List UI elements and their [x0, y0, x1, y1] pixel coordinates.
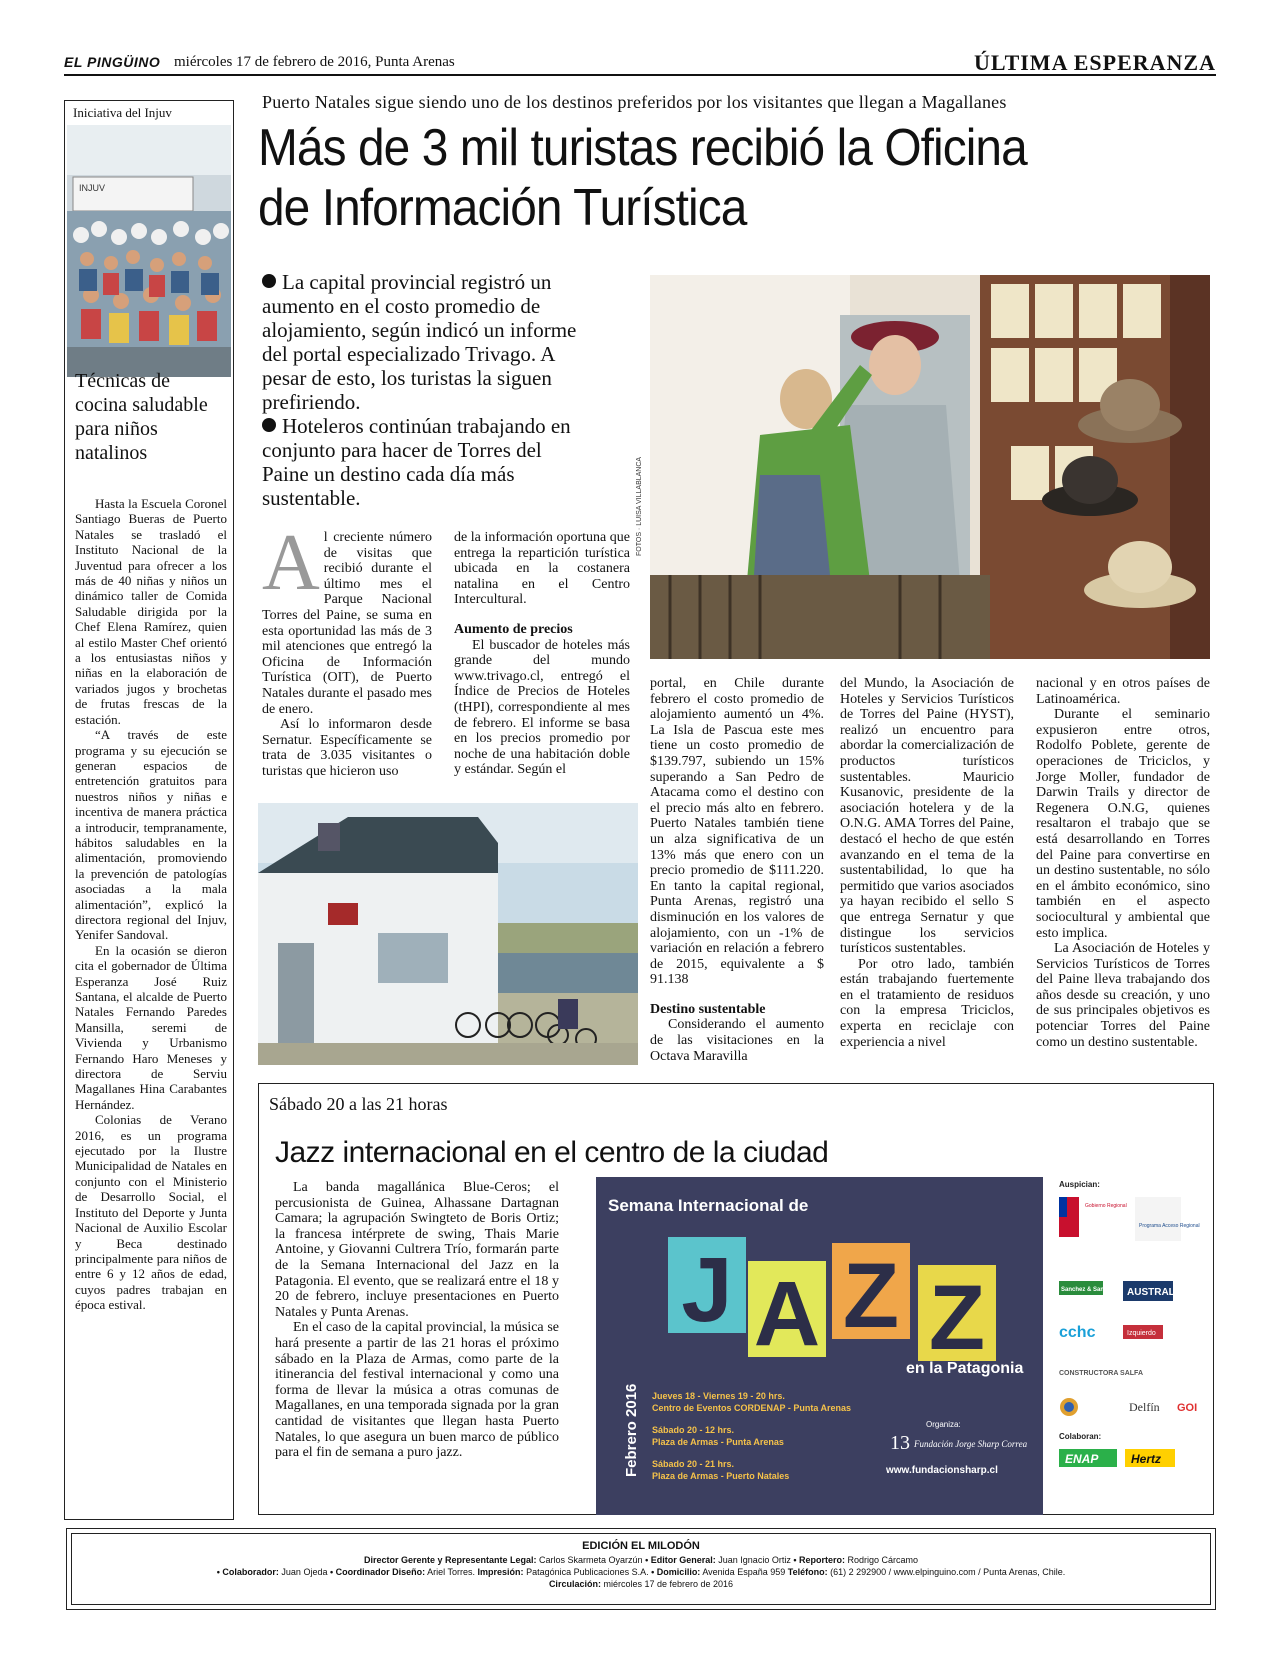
sponsor-logos [1059, 1177, 1209, 1507]
sidebar-photo-banner: INJUV [79, 183, 106, 193]
poster-subtitle: en la Patagonia [906, 1360, 1024, 1377]
bullet-icon [262, 418, 276, 432]
article-paragraph: La Asociación de Hoteles y Servicios Turísticos de Torres del Paine lleva trabajando dos años desde su creación, y uno de sus principales objetivos es potenciar Torres del Paine como un destino sustentable. [1036, 941, 1210, 1050]
sidebar-photo [67, 125, 231, 377]
article-column-2 [454, 530, 630, 778]
sidebar-paragraph: En la ocasión se dieron cita el gobernador de Última Esperanza José Ruiz Santana, el alcalde de Puerto Natales Fernando Paredes Mansilla, seremi de Vivienda y Urbanismo Fernando Haro Meneses y directora de Serviu Magallanes Hina Carabantes Hernández. [75, 942, 227, 1112]
sidebar-title: Técnicas de cocina saludable para niños natalinos [75, 370, 208, 464]
footer-credits [66, 1528, 1216, 1610]
poster-letter: A [753, 1263, 821, 1365]
article-paragraph: nacional y en otros países de Latinoamérica. [1036, 676, 1210, 707]
subhead-prices: Aumento de precios [454, 621, 573, 637]
poster-schedule-line: Sábado 20 - 12 hrs. [652, 1425, 735, 1435]
summary-point [262, 270, 592, 414]
poster-title: Semana Internacional de [608, 1196, 809, 1215]
poster-schedule-line: Plaza de Armas - Puerto Natales [652, 1471, 790, 1481]
article-paragraph: Así lo informaron desde Sernatur. Específicamente se trata de 3.035 visitantes o turistas que hicieron uso [262, 717, 432, 779]
jazz-paragraph: La banda magallánica Blue-Ceros; el percusionista de Guinea, Alhassane Dartagnan Camara; la agrupación Swingteto de Boris Ortiz; la francesa intérprete de swing, Thais Marie Antoine, y Giovanni Cultrera Trío, formarán parte de la Semana Internacional del Jazz en la Patagonia. El evento, que se realizará entre el 18 y 20 de febrero, incluye presentaciones en Puerto Natales y Punta Arenas. [275, 1180, 559, 1320]
article-column-3 [650, 676, 824, 1064]
poster-side-text: Febrero 2016 [623, 1383, 640, 1477]
poster-organizer: Fundación Jorge Sharp Correa [914, 1439, 1028, 1449]
sidebar-kicker: Iniciativa del Injuv [73, 105, 172, 120]
sidebar-paragraph: “A través de este programa y su ejecución se generan espacios de entretención gratuitos para nuestros niños y niñas e incentiva de manera práctica a introducir, tempranamente, hábitos saludables en la alimentación, promoviendo la prevención de patologías asociadas a la mala alimentación”, explicó la directora regional del Injuv, Yenifer Sandoval. [75, 727, 227, 943]
section-name: ÚLTIMA ESPERANZA [974, 50, 1216, 75]
sponsor-logo-7: GOI [1177, 1402, 1198, 1414]
footer-line-3: Circulación: miércoles 17 de febrero de 2016 [548, 1579, 734, 1589]
poster-organizer-number: 13 [890, 1432, 910, 1454]
article-paragraph: Considerando el aumento de las visitaciones en la Octava Maravilla [650, 1017, 824, 1064]
poster-schedule-line: Jueves 18 - Viernes 19 - 20 hrs. [652, 1391, 785, 1401]
masthead [64, 52, 1216, 76]
jazz-kicker: Sábado 20 a las 21 horas [269, 1094, 448, 1114]
article-summary [262, 270, 592, 510]
jazz-paragraph: En el caso de la capital provincial, la música se hará presente a partir de las 21 horas el próximo sábado en la Plaza de Armas, como parte de la itinerancia del festival internacional y como una forma de llevar la música a otras comunas de Magallanes, en una temporada signada por la gran cantidad de visitantes que llegan hasta Puerto Natales, lo que asegura un buen marco de público para el fin de semana a puro jazz. [275, 1320, 559, 1461]
sponsor-logo-0: Programa Acceso Regional [1139, 1223, 1200, 1229]
drop-cap: A [262, 519, 320, 607]
poster-letter: Z [928, 1267, 986, 1369]
poster-organizer-label: Organiza: [926, 1420, 961, 1429]
poster-schedule-line: Plaza de Armas - Punta Arenas [652, 1437, 784, 1447]
article-column-1 [262, 519, 432, 780]
sponsors-label: Auspician: [1059, 1180, 1100, 1189]
poster-letter: Z [842, 1245, 900, 1347]
sponsor-logo-5: CONSTRUCTORA SALFA [1059, 1370, 1143, 1377]
sponsor-logo-8: ENAP [1065, 1452, 1099, 1466]
article-paragraph: Al creciente número de visitas que recibió durante el último mes el Parque Nacional Torres del Paine, se suma en esta oportunidad las más de 3 mil atenciones que entregó la Oficina de Información Turística (OIT), de Puerto Natales durante el pasado mes de enero. [262, 519, 432, 717]
article-paragraph: Por otro lado, también están trabajando fuertemente en el tratamiento de residuos con la empresa Triciclos, experta en reciclaje con experiencia a nivel [840, 956, 1014, 1050]
building-photo [258, 803, 638, 1065]
footer-inner [71, 1533, 1211, 1605]
sponsor-logo-2: AUSTRAL [1127, 1287, 1175, 1298]
poster-schedule-line: Centro de Eventos CORDENAP - Punta Arenas [652, 1403, 852, 1413]
article-column-4 [840, 676, 1014, 1050]
jazz-body [275, 1180, 559, 1461]
article-paragraph: Durante el seminario expusieron entre otros, Rodolfo Poblete, gerente de operaciones de Triciclos, y Jorge Moller, fundador de Darwin Trails y director de Regenera O.N.G, quienes resaltaron el trabajo que se está desarrollando en Torres del Paine para convertirse en un destino sustentable, no sólo en el ámbito económico, sino también en el aspecto sociocultural y ambiental que esto implica. [1036, 707, 1210, 941]
sidebar-paragraph: Hasta la Escuela Coronel Santiago Bueras de Puerto Natales se trasladó el Instituto Nacional de la Juventud para ofrecer a los más de 40 niñas y niños un dinámico taller de Comida Saludable dirigida por la Chef Elena Ramírez, quien al estilo Master Chef orientó a los entusiastas niños y niñas en la elaboración de variados jugos y brochetas de frutas frescas de la estación. [75, 496, 227, 727]
sidebar-paragraph: Colonias de Verano 2016, es un programa ejecutado por la Ilustre Municipalidad de Natales en conjunto con el Ministerio de Desarrollo Social, el Instituto del Deporte y Junta Nacional de Auxilio Escolar y Beca destinado principalmente para niños de entre 6 y 12 años de edad, cuyos padres trabajan en época estival. [75, 1112, 227, 1313]
article-column-5 [1036, 676, 1210, 1050]
article-paragraph: portal, en Chile durante febrero el costo promedio de alojamiento aumentó un 4%. La Isla de Pascua este mes tiene un costo promedio de $139.797, subiendo un 15% superando a San Pedro de Atacama como el destino con el precio más alto en febrero. Puerto Natales también tiene un alza significativa de un 13% más que enero con un precio promedio de $111.220. En tanto la capital regional, Punta Arenas, registró una disminución en los valores de alojamiento, con un -1% de variación en relación a febrero de 2015, equivalente a $ 91.138 [650, 676, 824, 988]
jazz-poster [596, 1177, 1043, 1515]
photo-credit: FOTOS · LUISA VILLABLANCA [636, 456, 643, 556]
article-headline: Más de 3 mil turistas recibió la Oficina de Información Turística [258, 119, 1027, 237]
summary-text: Hoteleros continúan trabajando en conjunto para hacer de Torres del Paine un destino cada día más sustentable. [262, 414, 571, 510]
summary-text: La capital provincial registró un aumento en el costo promedio de alojamiento, según indicó un informe del portal especializado Trivago. A pesar de esto, los turistas la siguen prefiriendo. [262, 270, 577, 414]
footer-title: EDICIÓN EL MILODÓN [582, 1540, 700, 1552]
footer-line-1: Director Gerente y Representante Legal: Carlos Skarmeta Oyarzún • Editor General: Juan Ignacio Ortiz • Reportero: Rodrigo Cárcamo [363, 1555, 919, 1565]
poster-schedule-line: Sábado 20 - 21 hrs. [652, 1459, 735, 1469]
paper-name: EL PINGÜINO [64, 54, 161, 70]
main-photo [650, 275, 1210, 659]
jazz-article [258, 1083, 1214, 1515]
poster-url: www.fundacionsharp.cl [886, 1465, 998, 1476]
subhead-sustainable: Destino sustentable [650, 1001, 766, 1017]
jazz-headline: Jazz internacional en el centro de la ciudad [275, 1136, 829, 1169]
summary-point [262, 414, 592, 510]
sidebar-article [64, 100, 234, 1520]
sponsor-logo-3: cchc [1059, 1324, 1096, 1341]
article-kicker: Puerto Natales sigue siendo uno de los destinos preferidos por los visitantes que llegan a Magallanes [262, 92, 1007, 112]
article-paragraph: El buscador de hoteles más grande del mundo www.trivago.cl, entregó el Índice de Precios de Hoteles (tHPI), correspondiente al mes de febrero. El informe se basa en los precios promedio por noche de una habitación doble y estándar. Según el [454, 637, 630, 778]
sponsor-logo-1: Sanchez & Sanchez [1061, 1287, 1118, 1293]
poster-letter: J [681, 1239, 733, 1341]
article-paragraph: de la información oportuna que entrega la repartición turística ubicada en la costanera natalina en el Centro Intercultural. [454, 530, 630, 608]
collab-label: Colaboran: [1059, 1432, 1102, 1441]
footer-line-2: • Colaborador: Juan Ojeda • Coordinador Diseño: Ariel Torres. Impresión: Patagónica Publicaciones S.A. • Domicilio: Avenida España 959 Teléfono: (61) 2 292900 / www.elpinguino.com / Punta Arenas, Chile. [216, 1567, 1066, 1577]
issue-date: miércoles 17 de febrero de 2016, Punta Arenas [174, 54, 455, 70]
sponsor-logo-4: Izquierdo [1127, 1330, 1156, 1337]
gov-text: Gobierno Regional [1085, 1203, 1127, 1209]
bullet-icon [262, 274, 276, 288]
article-paragraph: del Mundo, la Asociación de Hoteles y Servicios Turísticos de Torres del Paine (HYST), realizó un encuentro para abordar la comercialización de productos turísticos sustentables. Mauricio Kusanovic, presidente de la asociación hotelera y de la O.N.G. AMA Torres del Paine, destacó el hecho de que estén avanzando en el tema de la sustentabilidad, lo que ha permitido que varios asociados ya hayan recibido el sello S que entrega Sernatur y que distingue los servicios turísticos sustentables. [840, 676, 1014, 957]
sponsors-panel [1059, 1177, 1209, 1507]
sponsor-logo-9: Hertz [1131, 1452, 1162, 1466]
sidebar-body [75, 496, 227, 1313]
sponsor-logo-6: Delfín [1129, 1400, 1160, 1414]
